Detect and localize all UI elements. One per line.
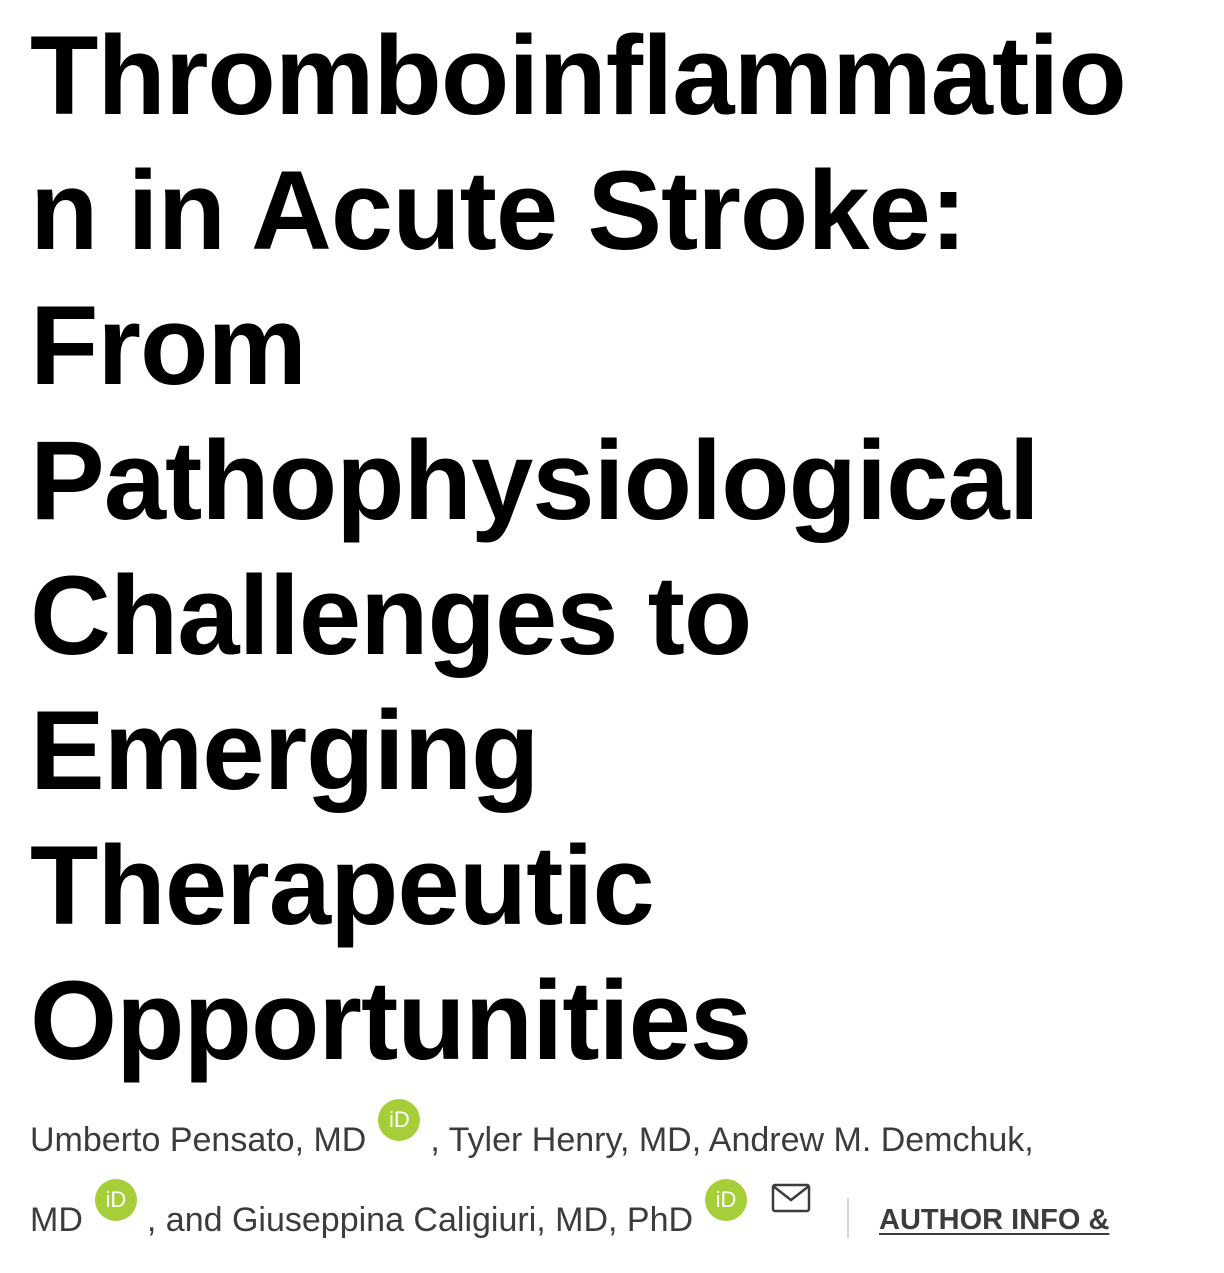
title-line: Challenges to (30, 553, 752, 678)
author-info-link[interactable]: AUTHOR INFO & (879, 1204, 1110, 1237)
mail-icon[interactable] (771, 1162, 811, 1242)
author-name[interactable]: Umberto Pensato, MD (30, 1121, 367, 1159)
author-name[interactable]: MD (30, 1201, 83, 1239)
author-list (30, 1100, 1220, 1260)
author-name[interactable]: Giuseppina Caligiuri, MD, PhD (231, 1201, 694, 1239)
author-name[interactable]: Andrew M. Demchuk, (708, 1121, 1034, 1159)
separator: , (430, 1121, 440, 1159)
author-line (30, 1100, 1220, 1180)
author-line (30, 1180, 1220, 1260)
separator: , (691, 1121, 702, 1159)
orcid-icon[interactable]: iD (95, 1179, 137, 1221)
title-line: From (30, 283, 306, 408)
title-line: Opportunities (30, 958, 752, 1083)
orcid-icon[interactable]: iD (378, 1099, 420, 1141)
title-line: Therapeutic (30, 823, 654, 948)
title-line: Thromboinflammatio (30, 13, 1126, 138)
title-line: Emerging (30, 688, 539, 813)
article-title (30, 8, 1210, 1088)
orcid-icon[interactable]: iD (705, 1179, 747, 1221)
divider (847, 1198, 849, 1238)
title-line: n in Acute Stroke: (30, 148, 967, 273)
title-line: Pathophysiological (30, 418, 1039, 543)
separator: , and (146, 1201, 223, 1239)
author-name[interactable]: Tyler Henry, MD (448, 1121, 692, 1159)
